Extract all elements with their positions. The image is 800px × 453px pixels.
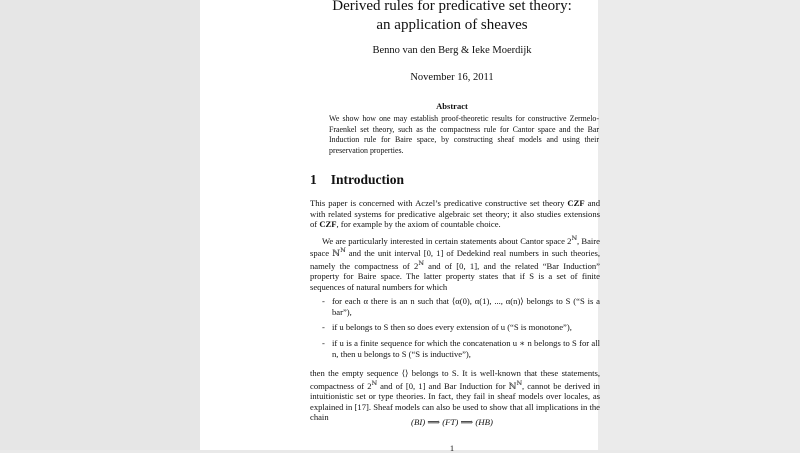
intro-paragraph-2: We are particularly interested in certain statements about Cantor space $2^ℕ$, Baire space ℕ$^ℕ$ and the unit interval [0, 1] of Dedekind real numbers in such theories, namely the compactness of $2^ℕ$ and of [0, 1], and the related “Bar Induction” property for Baire space. The latter property states that if S is a set of finite sequences of natural numbers for which (310, 235, 601, 292)
abstract-heading: Abstract (436, 101, 468, 111)
paper-authors: Benno van den Berg & Ieke Moerdijk (372, 45, 532, 56)
abstract-text: We show how one may establish proof-theoretic results for constructive Zermelo-Fraenkel set theory, such as the compactness rule for Cantor space and the Bar Induction rule for Baire space, by constructing sheaf models and using their preservation properties. (329, 114, 599, 155)
viewer-background-right (598, 0, 800, 450)
page-number: 1 (449, 443, 455, 453)
pdf-page (200, 0, 601, 453)
intro-paragraph-3: then the empty sequence ⟨⟩ belongs to S. It is well-known that these statements, compactness of $2^ℕ$ and of [0, 1] and Bar Induction for ℕ$^ℕ$, cannot be derived in intuitionistic set or type theories. In fact, they fail in sheaf models over locales, as explained in [17]. Sheaf models can also be used to show that all implications in the chain (310, 368, 600, 423)
czf-term: CZF (567, 198, 585, 208)
page-content (310, 0, 601, 453)
list-item: - for each α there is an n such that ⟨α(0), α(1), ..., α(n)⟩ belongs to S (“S is a bar”), (322, 296, 600, 317)
czf-term: CZF (319, 219, 337, 230)
section-number: 1 (310, 172, 317, 187)
viewer-background-left (0, 0, 200, 450)
implication-chain-formula: (BI) ⟹ (FT) ⟹ (HB) (411, 417, 493, 427)
paper-date: November 16, 2011 (410, 72, 494, 83)
section-heading (310, 172, 404, 188)
paper-title-line-2: an application of sheaves (376, 17, 528, 33)
intro-paragraph-1: This paper is concerned with Aczel’s predicative constructive set theory CZF and with related systems for predicative algebraic set theory; it also studies extensions of CZF, for example by the axiom of countable choice. (310, 198, 600, 230)
list-item: - if u belongs to S then so does every extension of u (“S is monotone”), (322, 322, 572, 332)
section-title: Introduction (330, 172, 405, 187)
paper-title-line-1: Derived rules for predicative set theory: (332, 0, 572, 14)
list-item: - if u is a finite sequence for which the concatenation u ∗ n belongs to S for all n, then u belongs to S (“S is inductive”), (322, 338, 600, 359)
